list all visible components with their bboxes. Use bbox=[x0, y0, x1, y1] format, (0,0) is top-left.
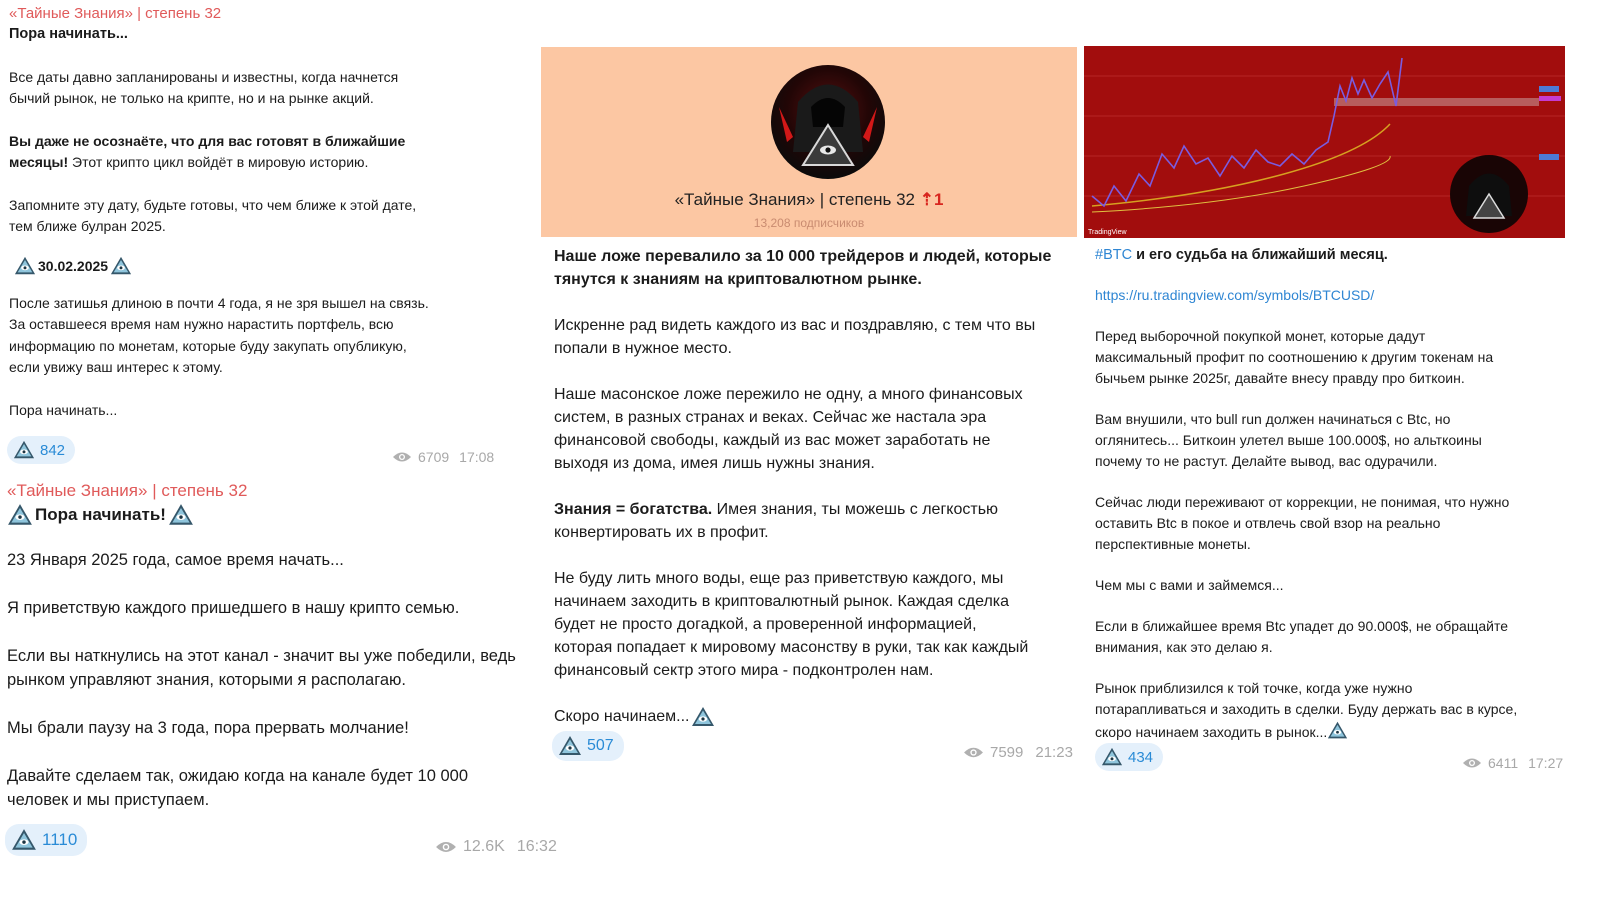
post-paragraph: Наше масонское ложе пережило не одну, а много финансовых систем, в разных странах и веках. Сейчас же настала эра финансовой свободы, каждый из вас может заработать не выходя из дома, имея лишь нужны знания. bbox=[554, 386, 1023, 472]
reaction-badge[interactable] bbox=[5, 824, 87, 856]
highlight-date: 30.02.2025 bbox=[38, 257, 109, 274]
post-paragraph: Чем мы с вами и займемся... bbox=[1095, 577, 1284, 593]
post-paragraph: Наше ложе перевалило за 10 000 трейдеров и людей, которые тянутся к знаниям на криптовалютном рынке. bbox=[554, 248, 1052, 288]
channel-name[interactable]: «Тайные Знания» | степень 32 bbox=[9, 5, 222, 22]
post-paragraph: Сейчас люди переживают от коррекции, не понимая, что нужно оставить Btc в покое и отвлечь свой взор на реально перспективные монеты. bbox=[1095, 494, 1510, 552]
reaction-badge[interactable] bbox=[552, 731, 624, 761]
text: Этот крипто цикл войдёт в мировую историю. bbox=[68, 154, 369, 170]
price-chart bbox=[1084, 46, 1565, 238]
eye-pyramid-icon bbox=[1327, 720, 1348, 741]
post-meta bbox=[1462, 755, 1563, 771]
reaction-count: 842 bbox=[40, 441, 66, 459]
post-link bbox=[1095, 285, 1565, 306]
post-paragraph: Не буду лить много воды, еще раз приветствую каждого, мы начинаем заходить в криптовалютный рынок. Каждая сделка будет не просто догадкой, а проверенной информацией, которая попадает к мировому масонству в руки, так как каждый финансовый сектр этого мира - подконтролен нам. bbox=[554, 570, 1029, 679]
post-4 bbox=[1095, 245, 1565, 743]
views-count: 12.6K bbox=[463, 838, 505, 855]
post-meta bbox=[392, 449, 494, 465]
views-count: 6411 bbox=[1488, 755, 1519, 771]
post-paragraph: После затишья длиною в почти 4 года, я не зря вышел на связь. За оставшееся время нам нужно нарастить портфель, всю информацию по монетам, которые буду закупать опубликую, если увижу ваш интерес к этому. bbox=[9, 294, 429, 375]
eye-pyramid-icon bbox=[691, 705, 715, 729]
post-paragraph: Запомните эту дату, будьте готовы, что чем ближе к этой дате, тем ближе булран 2025. bbox=[9, 196, 417, 234]
banner-title: «Тайные Знания» | степень 32 bbox=[674, 190, 915, 209]
tradingview-watermark: TradingView bbox=[1088, 229, 1127, 236]
post-time: 17:08 bbox=[459, 449, 495, 465]
post-paragraph: Пора начинать... bbox=[9, 401, 118, 418]
text: Скоро начинаем... bbox=[554, 708, 690, 725]
post-paragraph: Мы брали паузу на 3 года, пора прервать молчание! bbox=[7, 719, 409, 737]
eye-pyramid-icon bbox=[7, 502, 33, 528]
post-paragraph: Перед выборочной покупкой монет, которые дадут максимальный профит по соотношению к другим токенам на бычьем рынке 2025г, давайте внесу правду про биткоин. bbox=[1095, 328, 1494, 386]
post-1 bbox=[9, 4, 529, 421]
post-paragraph: Все даты давно запланированы и известны, когда начнется бычий рынок, не только на крипте, но и на рынке акций. bbox=[9, 68, 399, 106]
reaction-count: 507 bbox=[587, 737, 614, 754]
post-paragraph bbox=[554, 498, 1079, 544]
reaction-count: 434 bbox=[1128, 748, 1154, 766]
post-paragraph: Если вы наткнулись на этот канал - значит вы уже победили, ведь рынком управляют знания, которыми я располагаю. bbox=[7, 647, 516, 689]
eye-icon bbox=[435, 840, 457, 854]
tradingview-link[interactable]: https://ru.tradingview.com/symbols/BTCUSD/ bbox=[1095, 287, 1375, 303]
post-time: 17:27 bbox=[1528, 755, 1564, 771]
hashtag-link[interactable]: #BTC bbox=[1095, 247, 1133, 263]
bold-text: Вы даже не осознаёте, что для вас готовят в ближайшие месяцы! bbox=[9, 132, 406, 170]
channel-name[interactable]: «Тайные Знания» | степень 32 bbox=[7, 481, 248, 500]
reaction-count: 1110 bbox=[42, 830, 78, 849]
post-title bbox=[1095, 245, 1565, 266]
post-paragraph: Вам внушили, что bull run должен начинаться с Btc, но оглянитесь... Биткоин улетел выше 100.000$, но альткоины почему то не растут. Делайте вывод, вас одурачили. bbox=[1095, 411, 1482, 469]
eye-pyramid-icon bbox=[558, 734, 582, 758]
banner-subscribers: 13,208 подписчиков bbox=[753, 216, 865, 230]
eye-pyramid-icon bbox=[168, 502, 194, 528]
text: Рынок приблизился к той точке, когда уже нужно потарапливаться и заходить в сделки. Буду держать вас в курсе, скоро начинаем заходить в рынок... bbox=[1095, 680, 1518, 740]
post-meta bbox=[435, 838, 557, 856]
post-time: 16:32 bbox=[516, 838, 557, 855]
text: и его судьба на ближайший месяц. bbox=[1132, 247, 1388, 263]
eye-pyramid-icon bbox=[1101, 746, 1123, 768]
post-paragraph: Давайте сделаем так, ожидаю когда на канале будет 10 000 человек и мы приступаем. bbox=[7, 767, 469, 809]
text: Имея знания, ты можешь с легкостью конвертировать их в профит. bbox=[554, 501, 999, 541]
post-title-text: Пора начинать! bbox=[35, 505, 166, 524]
post-paragraph: 23 Января 2025 года, самое время начать... bbox=[7, 551, 344, 569]
eye-icon bbox=[392, 451, 412, 463]
reaction-badge[interactable] bbox=[1095, 743, 1163, 771]
eye-icon bbox=[963, 746, 984, 759]
eye-pyramid-icon bbox=[110, 255, 132, 277]
banner-channel-name bbox=[541, 190, 1077, 210]
reaction-badge[interactable] bbox=[7, 436, 75, 464]
post-meta bbox=[963, 744, 1073, 761]
views-count: 6709 bbox=[418, 449, 450, 465]
bold-text: Знания = богатства. bbox=[554, 501, 713, 518]
post-2 bbox=[7, 480, 540, 812]
post-paragraph bbox=[9, 131, 529, 174]
post-time: 21:23 bbox=[1035, 744, 1073, 761]
btc-chart-image[interactable] bbox=[1084, 46, 1565, 238]
views-count: 7599 bbox=[990, 744, 1024, 761]
eye-pyramid-icon bbox=[11, 827, 37, 853]
post-paragraph bbox=[554, 705, 1079, 729]
eye-pyramid-icon bbox=[14, 255, 36, 277]
post-paragraph: Искренне рад видеть каждого из вас и поздравляю, с тем что вы попали в нужное место. bbox=[554, 317, 1036, 357]
post-title: Пора начинать... bbox=[9, 26, 128, 42]
date-line bbox=[14, 255, 529, 277]
post-paragraph: Я приветствую каждого пришедшего в нашу крипто семью. bbox=[7, 599, 460, 617]
fire-badge-icon: ⇡1 bbox=[919, 190, 944, 209]
post-title bbox=[7, 502, 540, 528]
eye-pyramid-icon bbox=[13, 439, 35, 461]
eye-icon bbox=[1462, 757, 1482, 769]
post-paragraph: Если в ближайшее время Btc упадет до 90.000$, не обращайте внимания, как это делаю я. bbox=[1095, 618, 1508, 655]
post-3 bbox=[554, 245, 1079, 729]
channel-banner[interactable] bbox=[541, 47, 1077, 237]
post-paragraph bbox=[1095, 678, 1565, 743]
